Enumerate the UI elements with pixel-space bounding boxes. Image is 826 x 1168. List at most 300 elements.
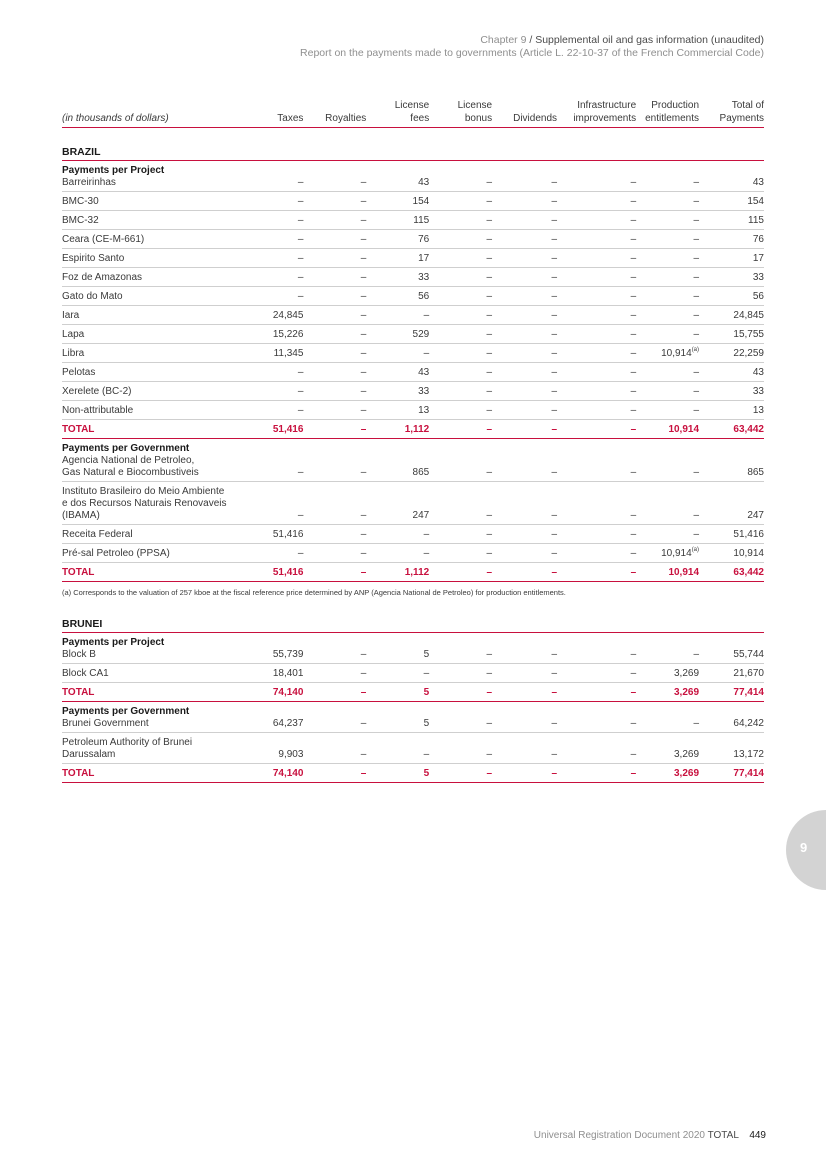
taxes-header: Taxes	[257, 100, 304, 128]
license-fees-value: 1,112	[404, 567, 430, 578]
total-payments-value: 64,242	[733, 718, 764, 729]
license-fees-value: 5	[423, 649, 430, 660]
infrastructure-value: –	[630, 718, 637, 729]
infrastructure-cell	[557, 420, 636, 439]
infrastructure-cell	[557, 664, 636, 683]
dividends-value: –	[551, 718, 558, 729]
dividends-header: Dividends	[492, 100, 557, 128]
page-header	[300, 34, 764, 60]
taxes-value: –	[297, 467, 304, 478]
license-fees-value: 76	[418, 234, 430, 245]
royalties-cell	[303, 192, 366, 211]
row-label-line: Non-attributable	[62, 405, 134, 416]
license-fees-cell	[366, 482, 429, 525]
license-bonus-value: –	[486, 768, 493, 779]
royalties-cell	[303, 401, 366, 420]
row-label-line: Gas Natural e Biocombustiveis	[62, 467, 199, 478]
brunei-projects-total-row	[62, 683, 764, 702]
infrastructure-cell	[557, 268, 636, 287]
license-bonus-cell	[429, 733, 492, 764]
total-payments-value: 55,744	[733, 649, 764, 660]
production-value: –	[693, 329, 700, 340]
total-payments-value: 63,442	[733, 424, 764, 435]
infrastructure-value: –	[630, 215, 637, 226]
taxes-cell	[257, 764, 304, 783]
license-fees-value: 1,112	[404, 424, 430, 435]
production-header-line1: Production	[651, 100, 700, 111]
total-payments-cell	[699, 401, 764, 420]
brunei-country-heading-row	[62, 598, 764, 633]
infrastructure-value: –	[630, 510, 637, 521]
license-bonus-cell	[429, 211, 492, 230]
dividends-cell	[492, 649, 557, 664]
table-body	[62, 128, 764, 783]
row-label-line: Xerelete (BC-2)	[62, 386, 132, 397]
taxes-value: 18,401	[272, 668, 304, 679]
production-cell	[636, 192, 699, 211]
row-label	[62, 544, 257, 563]
infrastructure-header-line2: improvements	[573, 112, 637, 124]
taxes-cell	[257, 455, 304, 482]
brazil-government-total-row	[62, 563, 764, 582]
infrastructure-value: –	[630, 687, 637, 698]
dividends-cell	[492, 482, 557, 525]
license-bonus-cell	[429, 718, 492, 733]
dividends-value: –	[551, 291, 558, 302]
taxes-value: –	[297, 291, 304, 302]
dividends-cell	[492, 177, 557, 192]
license-fees-cell	[366, 664, 429, 683]
production-cell	[636, 544, 699, 563]
royalties-value: –	[360, 215, 367, 226]
dividends-cell	[492, 764, 557, 783]
infrastructure-value: –	[630, 548, 637, 559]
dividends-cell	[492, 211, 557, 230]
row-label	[62, 482, 257, 525]
total-payments-cell	[699, 325, 764, 344]
license-bonus-cell	[429, 649, 492, 664]
license-fees-value: –	[423, 348, 430, 359]
license-fees-value: –	[423, 668, 430, 679]
royalties-value: –	[360, 548, 367, 559]
row-label	[62, 649, 257, 664]
royalties-value: –	[360, 424, 367, 435]
license-bonus-value: –	[486, 424, 493, 435]
dividends-cell	[492, 325, 557, 344]
dividends-cell	[492, 718, 557, 733]
production-cell	[636, 344, 699, 363]
infrastructure-value: –	[630, 234, 637, 245]
chapter-line	[300, 34, 764, 47]
row-label	[62, 177, 257, 192]
license-fees-cell	[366, 325, 429, 344]
royalties-value: –	[360, 529, 367, 540]
production-cell	[636, 249, 699, 268]
total-payments-header-line2: Payments	[719, 112, 764, 124]
total-payments-cell	[699, 306, 764, 325]
total-payments-cell	[699, 249, 764, 268]
total-payments-header-line1: Total of	[731, 100, 764, 111]
infrastructure-cell	[557, 382, 636, 401]
production-value: –	[693, 510, 700, 521]
total-payments-cell	[699, 177, 764, 192]
project-row	[62, 325, 764, 344]
row-label-line: Agencia National de Petroleo,	[62, 455, 195, 466]
production-cell	[636, 563, 699, 582]
total-payments-cell	[699, 563, 764, 582]
production-cell	[636, 733, 699, 764]
dividends-value: –	[551, 196, 558, 207]
total-payments-value: 51,416	[733, 529, 764, 540]
row-label	[62, 363, 257, 382]
total-payments-cell	[699, 287, 764, 306]
license-bonus-cell	[429, 455, 492, 482]
license-fees-cell	[366, 382, 429, 401]
total-payments-value: 13,172	[733, 749, 764, 760]
royalties-cell	[303, 664, 366, 683]
dividends-value: –	[551, 567, 558, 578]
row-label	[62, 683, 257, 702]
infrastructure-cell	[557, 363, 636, 382]
row-label-line: BMC-30	[62, 196, 99, 207]
production-cell	[636, 211, 699, 230]
page-footer	[534, 1130, 766, 1141]
license-fees-cell	[366, 544, 429, 563]
dividends-value: –	[551, 467, 558, 478]
row-label-line: Petroleum Authority of Brunei	[62, 737, 193, 748]
license-bonus-value: –	[486, 668, 493, 679]
infrastructure-value: –	[630, 310, 637, 321]
license-bonus-cell	[429, 664, 492, 683]
taxes-value: –	[297, 272, 304, 283]
license-bonus-value: –	[486, 467, 493, 478]
brazil-footnote: (a) Corresponds to the valuation of 257 kboe at the fiscal reference price determined by ANP (Agencia National de Petroleo) for production entitlements.	[62, 588, 566, 597]
license-fees-value: –	[423, 529, 430, 540]
dividends-value: –	[551, 749, 558, 760]
license-bonus-value: –	[486, 649, 493, 660]
infrastructure-cell	[557, 325, 636, 344]
row-label-line: TOTAL	[62, 768, 95, 779]
license-bonus-value: –	[486, 196, 493, 207]
license-fees-cell	[366, 683, 429, 702]
row-label	[62, 344, 257, 363]
total-payments-cell	[699, 525, 764, 544]
total-payments-cell	[699, 764, 764, 783]
license-bonus-value: –	[486, 529, 493, 540]
row-label-line: Ceara (CE-M-661)	[62, 234, 145, 245]
taxes-value: 64,237	[272, 718, 304, 729]
production-value: –	[693, 177, 700, 188]
chapter-side-tab-number: 9	[800, 840, 808, 855]
unit-header: (in thousands of dollars)	[62, 100, 257, 128]
project-row	[62, 287, 764, 306]
infrastructure-value: –	[630, 649, 637, 660]
royalties-cell	[303, 683, 366, 702]
dividends-value: –	[551, 405, 558, 416]
dividends-value: –	[551, 510, 558, 521]
infrastructure-value: –	[630, 196, 637, 207]
infrastructure-value: –	[630, 749, 637, 760]
row-label	[62, 268, 257, 287]
production-cell	[636, 482, 699, 525]
license-fees-header-line2: fees	[410, 112, 430, 124]
dividends-value: –	[551, 768, 558, 779]
dividends-cell	[492, 401, 557, 420]
total-payments-cell	[699, 344, 764, 363]
taxes-cell	[257, 192, 304, 211]
license-fees-value: 247	[412, 510, 430, 521]
royalties-cell	[303, 420, 366, 439]
production-value: 10,914	[668, 424, 700, 435]
project-row	[62, 192, 764, 211]
infrastructure-value: –	[630, 272, 637, 283]
royalties-value: –	[360, 768, 367, 779]
dividends-value: –	[551, 253, 558, 264]
total-payments-header	[699, 100, 764, 128]
total-payments-cell	[699, 718, 764, 733]
license-fees-value: 5	[423, 687, 430, 698]
brunei-government-heading: Payments per Government	[62, 706, 190, 717]
production-value: 10,914	[661, 348, 692, 359]
total-payments-value: 15,755	[733, 329, 764, 340]
row-label-line: Instituto Brasileiro do Meio Ambiente	[62, 486, 225, 497]
royalties-cell	[303, 249, 366, 268]
infrastructure-cell	[557, 482, 636, 525]
royalties-cell	[303, 287, 366, 306]
license-bonus-value: –	[486, 291, 493, 302]
brunei-government-total-row	[62, 764, 764, 783]
license-bonus-cell	[429, 363, 492, 382]
license-fees-cell	[366, 287, 429, 306]
row-label-line: TOTAL	[62, 687, 95, 698]
license-bonus-value: –	[486, 567, 493, 578]
license-fees-cell	[366, 363, 429, 382]
license-fees-cell	[366, 344, 429, 363]
taxes-value: 51,416	[272, 529, 304, 540]
taxes-cell	[257, 482, 304, 525]
row-label-line: (IBAMA)	[62, 510, 100, 521]
taxes-value: –	[297, 548, 304, 559]
license-fees-value: 43	[418, 367, 430, 378]
license-fees-value: 5	[423, 768, 430, 779]
total-payments-cell	[699, 482, 764, 525]
infrastructure-value: –	[630, 291, 637, 302]
taxes-value: 51,416	[272, 424, 304, 435]
production-cell	[636, 230, 699, 249]
dividends-value: –	[551, 424, 558, 435]
infrastructure-value: –	[630, 405, 637, 416]
infrastructure-value: –	[630, 367, 637, 378]
dividends-cell	[492, 344, 557, 363]
row-label-line: Pelotas	[62, 367, 96, 378]
dividends-value: –	[551, 649, 558, 660]
license-fees-cell	[366, 649, 429, 664]
infrastructure-cell	[557, 563, 636, 582]
government-row	[62, 455, 764, 482]
government-row	[62, 718, 764, 733]
row-label-line: Block CA1	[62, 668, 109, 679]
dividends-value: –	[551, 234, 558, 245]
license-fees-cell	[366, 525, 429, 544]
license-bonus-value: –	[486, 348, 493, 359]
license-fees-value: 33	[418, 386, 430, 397]
row-label	[62, 525, 257, 544]
taxes-value: –	[297, 510, 304, 521]
dividends-value: –	[551, 348, 558, 359]
royalties-value: –	[360, 310, 367, 321]
production-value: –	[693, 272, 700, 283]
taxes-cell	[257, 325, 304, 344]
royalties-value: –	[360, 687, 367, 698]
footer-document-title: Universal Registration Document 2020	[533, 1130, 705, 1141]
production-value: 3,269	[674, 668, 700, 679]
dividends-cell	[492, 287, 557, 306]
brazil-government-heading-row	[62, 439, 764, 456]
infrastructure-cell	[557, 177, 636, 192]
license-fees-cell	[366, 268, 429, 287]
row-label-line: Brunei Government	[62, 718, 149, 729]
total-payments-value: 115	[748, 215, 764, 226]
royalties-value: –	[360, 386, 367, 397]
row-label	[62, 382, 257, 401]
taxes-cell	[257, 382, 304, 401]
taxes-value: –	[297, 177, 304, 188]
infrastructure-value: –	[630, 348, 637, 359]
license-bonus-header-line2: bonus	[464, 112, 493, 124]
taxes-value: 15,226	[272, 329, 304, 340]
total-payments-cell	[699, 649, 764, 664]
row-label	[62, 733, 257, 764]
government-row	[62, 733, 764, 764]
chapter-side-tab[interactable]	[786, 810, 826, 890]
dividends-cell	[492, 525, 557, 544]
license-fees-value: 13	[418, 405, 430, 416]
license-bonus-header	[429, 100, 492, 128]
license-bonus-value: –	[486, 234, 493, 245]
production-value: 10,914	[668, 567, 700, 578]
total-payments-value: 22,259	[733, 348, 764, 359]
production-cell	[636, 268, 699, 287]
total-payments-value: 21,670	[733, 668, 764, 679]
taxes-cell	[257, 401, 304, 420]
dividends-cell	[492, 306, 557, 325]
infrastructure-value: –	[630, 567, 637, 578]
royalties-value: –	[360, 718, 367, 729]
production-cell	[636, 664, 699, 683]
project-row	[62, 268, 764, 287]
project-row	[62, 249, 764, 268]
taxes-value: 24,845	[272, 310, 304, 321]
royalties-cell	[303, 563, 366, 582]
dividends-value: –	[551, 215, 558, 226]
taxes-cell	[257, 664, 304, 683]
license-bonus-value: –	[486, 367, 493, 378]
infrastructure-value: –	[630, 529, 637, 540]
production-cell	[636, 177, 699, 192]
project-row	[62, 649, 764, 664]
royalties-cell	[303, 230, 366, 249]
brunei-projects-heading-row	[62, 633, 764, 650]
license-bonus-value: –	[486, 177, 493, 188]
taxes-value: –	[297, 234, 304, 245]
payments-table-container	[62, 100, 764, 783]
brazil-projects-total-row	[62, 420, 764, 439]
royalties-value: –	[360, 348, 367, 359]
infrastructure-value: –	[630, 424, 637, 435]
production-cell	[636, 382, 699, 401]
license-fees-value: 56	[418, 291, 430, 302]
taxes-cell	[257, 177, 304, 192]
infrastructure-cell	[557, 733, 636, 764]
row-label-line: Iara	[62, 310, 80, 321]
total-payments-value: 24,845	[733, 310, 764, 321]
project-row	[62, 211, 764, 230]
infrastructure-cell	[557, 287, 636, 306]
total-payments-value: 76	[752, 234, 764, 245]
infrastructure-cell	[557, 401, 636, 420]
license-bonus-value: –	[486, 253, 493, 264]
total-payments-value: 43	[752, 367, 764, 378]
government-row	[62, 525, 764, 544]
taxes-value: –	[297, 405, 304, 416]
license-fees-value: –	[423, 548, 430, 559]
footer-brand: TOTAL	[707, 1130, 739, 1141]
row-label-line: Foz de Amazonas	[62, 272, 143, 283]
royalties-cell	[303, 733, 366, 764]
total-payments-cell	[699, 268, 764, 287]
taxes-cell	[257, 306, 304, 325]
taxes-value: 55,739	[272, 649, 304, 660]
license-bonus-cell	[429, 401, 492, 420]
dividends-cell	[492, 544, 557, 563]
license-bonus-value: –	[486, 386, 493, 397]
royalties-value: –	[360, 291, 367, 302]
infrastructure-cell	[557, 344, 636, 363]
infrastructure-cell	[557, 455, 636, 482]
row-label-line: Libra	[62, 348, 85, 359]
dividends-cell	[492, 455, 557, 482]
row-label-line: Pré-sal Petroleo (PPSA)	[62, 548, 170, 559]
royalties-cell	[303, 544, 366, 563]
royalties-cell	[303, 211, 366, 230]
license-fees-cell	[366, 455, 429, 482]
license-fees-value: 5	[423, 718, 430, 729]
dividends-value: –	[551, 329, 558, 340]
total-payments-value: 247	[747, 510, 764, 521]
taxes-value: –	[297, 196, 304, 207]
production-value: –	[693, 405, 700, 416]
license-bonus-value: –	[486, 749, 493, 760]
license-bonus-cell	[429, 249, 492, 268]
row-label-line: Block B	[62, 649, 96, 660]
production-value: 3,269	[674, 768, 700, 779]
license-bonus-header-line1: License	[457, 100, 493, 111]
royalties-cell	[303, 363, 366, 382]
row-label-line: Barreirinhas	[62, 177, 116, 188]
production-cell	[636, 718, 699, 733]
production-value: –	[693, 718, 700, 729]
royalties-value: –	[360, 749, 367, 760]
dividends-cell	[492, 420, 557, 439]
taxes-cell	[257, 287, 304, 306]
dividends-cell	[492, 230, 557, 249]
row-label	[62, 306, 257, 325]
dividends-value: –	[551, 386, 558, 397]
row-label	[62, 287, 257, 306]
taxes-value: 74,140	[272, 687, 304, 698]
production-value: –	[693, 649, 700, 660]
taxes-cell	[257, 563, 304, 582]
